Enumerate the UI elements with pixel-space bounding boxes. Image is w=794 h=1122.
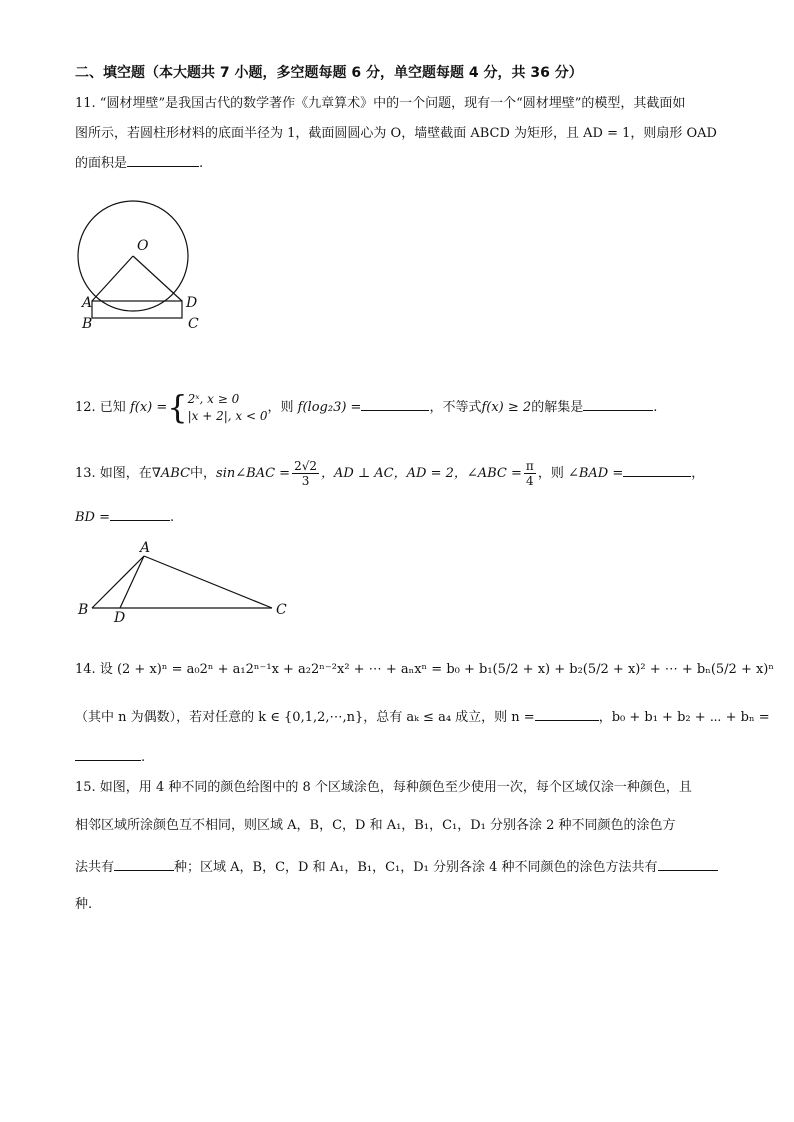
q13-label-C: C: [276, 602, 287, 618]
q13-pi-fraction: [524, 459, 536, 488]
q13-end-1: ，: [691, 466, 705, 481]
q12-brace: {: [167, 388, 188, 427]
q13-line-2: [75, 508, 174, 528]
q11-label-B: B: [82, 316, 93, 332]
q14-line-2a: （其中 n 为偶数），若对任意的 k ∈ {0,1,2,⋯,n}，总有 aₖ ≤ a₄ 成立，则 n =: [75, 710, 535, 725]
q12-mid-1: ，则: [267, 400, 294, 415]
q15-answer-blank-2[interactable]: [658, 858, 718, 871]
q11-line-3-end: .: [199, 156, 204, 171]
q11-label-C: C: [188, 316, 199, 332]
q15-line-3b: 种；区域 A，B，C，D 和 A₁，B₁，C₁，D₁ 分别各涂 4 种不同颜色的涂色方法共有: [174, 860, 658, 875]
q11-line-3: [75, 154, 203, 174]
q15-line-3: [75, 858, 718, 878]
q13-label-A: A: [140, 540, 151, 556]
q15-line-4: 种.: [75, 897, 93, 912]
q12-mid-3: 的解集是: [531, 400, 584, 415]
q15-line-2: 相邻区域所涂颜色互不相同，则区域 A，B，C，D 和 A₁，B₁，C₁，D₁ 分别各涂 2 种不同颜色的涂色方: [75, 818, 676, 833]
q13-segment-AD: [120, 556, 144, 608]
q13-end-2: .: [170, 510, 175, 525]
q11-line-2: 图所示，若圆柱形材料的底面半径为 1，截面圆圆心为 O，墙壁截面 ABCD 为矩形，且 AD = 1，则扇形 OAD: [75, 126, 717, 141]
q11-segment-OD: [133, 256, 182, 301]
q13-pi-den: 4: [526, 474, 534, 488]
q12-case-1: 2ˣ, x ≥ 0: [187, 391, 240, 406]
section-title: 二、填空题（本大题共 7 小题，多空题每题 6 分，单空题每题 4 分，共 36 分）: [75, 65, 583, 81]
q14-line-2b: ，b₀ + b₁ + b₂ + ⋯ + bₙ =: [598, 710, 770, 725]
q15-line-3a: 法共有: [75, 860, 115, 875]
q13-pi-num: π: [525, 459, 534, 473]
q13-segment-AC: [144, 556, 272, 608]
q13-label-B: B: [78, 602, 89, 618]
q11-label-A: A: [82, 295, 93, 311]
q13-triangle: ∇ABC: [151, 466, 191, 481]
q13-prefix: 13. 如图，在: [75, 466, 152, 481]
q11-answer-blank[interactable]: [127, 154, 199, 167]
q11-figure: [70, 186, 205, 336]
q12-expr-2: f(x) ≥ 2: [481, 400, 532, 415]
q13-mid-2: ，则: [537, 466, 564, 481]
q14-line-3: [75, 748, 145, 768]
q12-line: [75, 390, 657, 426]
q14-answer-blank-2[interactable]: [75, 748, 141, 761]
q12-case-2: |x + 2|, x < 0: [187, 408, 268, 423]
q13-label-D: D: [114, 610, 126, 626]
q12-prefix: 12. 已知: [75, 400, 126, 415]
q12-expr-1: f(log₂3) =: [297, 400, 362, 415]
q14-line-1: 14. 设 (2 + x)ⁿ = a₀2ⁿ + a₁2ⁿ⁻¹x + a₂2ⁿ⁻²x² + ⋯ + aₙxⁿ = b₀ + b₁(5/2 + x) + b₂(5/2 + x)² + ⋯ + bₙ(5/2 + x)ⁿ: [75, 662, 775, 677]
q12-end: .: [653, 400, 658, 415]
q12-fx: f(x) =: [129, 400, 168, 415]
q14-line-2: [75, 708, 770, 728]
q11-line-1: 11. “圆材埋壁”是我国古代的数学著作《九章算术》中的一个问题，现有一个“圆材埋壁”的模型，其截面如: [75, 96, 686, 111]
q13-line-1: [75, 455, 704, 493]
q15-answer-blank-1[interactable]: [114, 858, 174, 871]
q13-frac-den: 3: [301, 474, 310, 488]
q12-answer-blank-1[interactable]: [361, 398, 429, 411]
q13-angle-bad: ∠BAD =: [567, 466, 624, 481]
q11-line-3-text: 的面积是: [75, 156, 128, 171]
q11-label-O: O: [137, 238, 149, 254]
q13-conditions: ，AD ⊥ AC，AD = 2，∠ABC =: [320, 466, 522, 481]
q12-mid-2: ，不等式: [429, 400, 482, 415]
q13-mid-1: 中，: [190, 466, 217, 481]
q11-segment-OA: [92, 256, 133, 301]
q13-frac-num: 2√2: [294, 459, 317, 473]
q13-figure: [72, 538, 297, 628]
q13-answer-blank-2[interactable]: [110, 508, 170, 521]
q13-fraction: [292, 459, 319, 488]
q13-answer-blank-1[interactable]: [623, 464, 691, 477]
q12-answer-blank-2[interactable]: [583, 398, 653, 411]
q15-line-1: 15. 如图，用 4 种不同的颜色给图中的 8 个区域涂色，每种颜色至少使用一次，每个区域仅涂一种颜色，且: [75, 780, 692, 795]
q13-sin-left: sin∠BAC =: [216, 466, 291, 481]
q13-segment-BA: [92, 556, 144, 608]
q14-line-3-end: .: [141, 750, 146, 765]
q14-answer-blank-1[interactable]: [535, 708, 599, 721]
q11-label-D: D: [186, 295, 198, 311]
q13-bd: BD =: [75, 510, 111, 525]
q12-cases: [188, 391, 268, 425]
